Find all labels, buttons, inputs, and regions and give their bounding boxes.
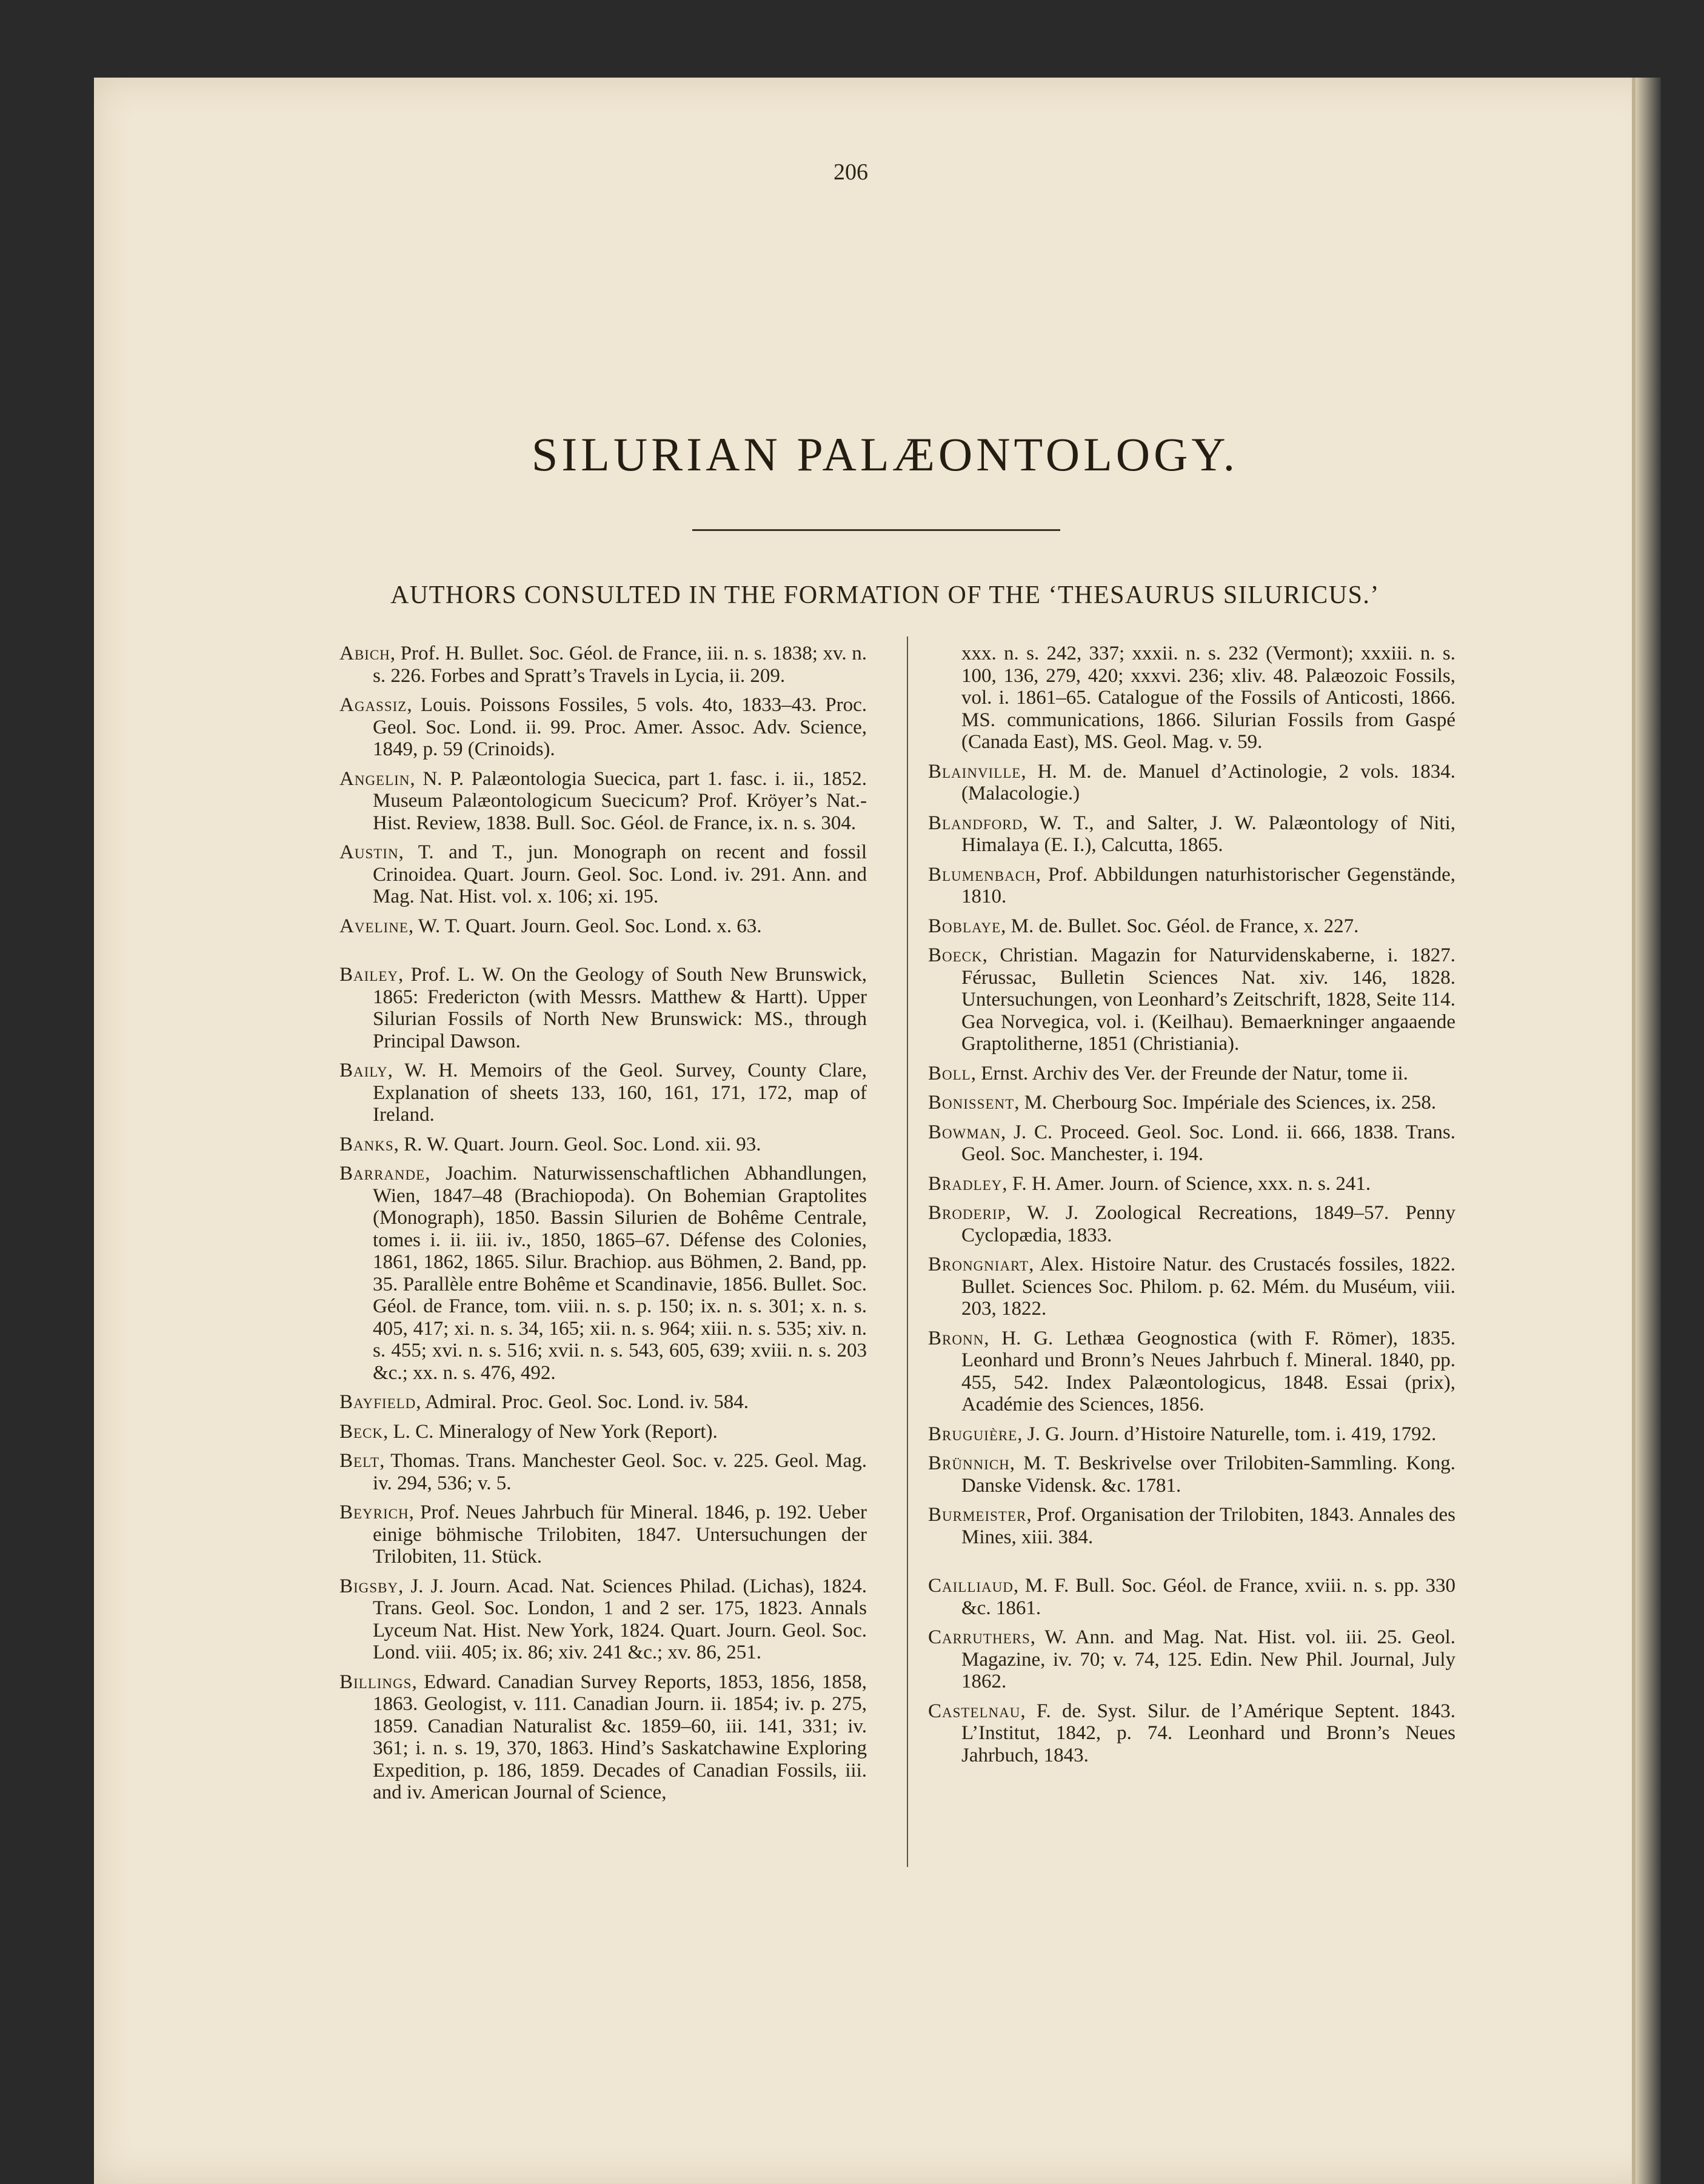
author-entry	[339, 1421, 867, 1443]
author-references: , W. T., and Salter, J. W. Palæontology of Niti, Himalaya (E. I.), Calcutta, 1865.	[961, 812, 1455, 856]
author-references: , M. de. Bullet. Soc. Géol. de France, x. 227.	[1001, 915, 1359, 937]
author-references: , Ernst. Archiv des Ver. der Freunde der Natur, tome ii.	[971, 1062, 1408, 1084]
author-references: , Alex. Histoire Natur. des Crustacés fossiles, 1822. Bullet. Sciences Soc. Philom. p. 62. Mém. du Muséum, viii. 203, 1822.	[961, 1254, 1455, 1320]
author-entry	[928, 1254, 1455, 1320]
author-references: , F. H. Amer. Journ. of Science, xxx. n. s. 241.	[1002, 1172, 1371, 1195]
author-entry	[928, 1092, 1455, 1114]
author-entry	[928, 1121, 1455, 1166]
author-name: Bigsby	[339, 1575, 399, 1597]
author-entry	[339, 915, 867, 938]
author-references: , Louis. Poissons Fossiles, 5 vols. 4to, 1833–43. Proc. Geol. Soc. Lond. ii. 99. Proc. Amer. Assoc. Adv. Science, 1849, p. 59 (Crinoids).	[373, 694, 867, 760]
author-references: , Christian. Magazin for Naturvidenskaberne, i. 1827. Férussac, Bulletin Sciences Nat. xiv. 146, 1828. Untersuchungen, von Leonhard’s Zeitschrift, 1828, Seite 114. Gea Norvegica, vol. i. (Keilhau). Bemaerkninger angaaende Graptolitherne, 1851 (Christiania).	[961, 944, 1455, 1055]
author-entry	[339, 1575, 867, 1664]
author-name: Brünnich	[928, 1452, 1010, 1474]
author-references: , Prof. Abbildungen naturhistorischer Gegenstände, 1810.	[961, 863, 1455, 907]
author-name: Blumenbach	[928, 863, 1036, 886]
author-name: Aveline	[339, 915, 409, 937]
title-rule	[692, 529, 1060, 531]
author-name: Agassiz	[339, 694, 407, 716]
author-entry	[339, 1671, 867, 1804]
author-references: , N. P. Palæontologia Suecica, part 1. fasc. i. ii., 1852. Museum Palæontologicum Suecicum? Prof. Kröyer’s Nat.-Hist. Review, 1838. Bull. Soc. Géol. de France, ix. n. s. 304.	[373, 767, 867, 834]
author-name: Abich	[339, 643, 390, 664]
author-entry	[339, 768, 867, 835]
author-name: Blandford	[928, 812, 1023, 834]
author-name: Barrande	[339, 1163, 426, 1184]
author-references: , W. T. Quart. Journ. Geol. Soc. Lond. x. 63.	[408, 915, 762, 937]
author-references: , Edward. Canadian Survey Reports, 1853, 1856, 1858, 1863. Geologist, v. 111. Canadian Journ. ii. 1854; iv. p. 275, 1859. Canadian Naturalist &c. 1859–60, iii. 141, 331; iv. 361; i. n. s. 19, 370, 1863. Hind’s Saskatchawine Exploring Expedition, p. 186, 1859. Decades of Canadian Fossils, iii. and iv. American Journal of Science,	[373, 1671, 867, 1803]
author-entry	[928, 1063, 1455, 1085]
author-entry	[339, 1391, 867, 1414]
author-name: Belt	[339, 1450, 380, 1472]
author-name: Banks	[339, 1133, 394, 1155]
author-name: Bailey	[339, 964, 398, 986]
author-name: Boblaye	[928, 915, 1001, 937]
author-references: , F. de. Syst. Silur. de l’Amérique Septent. 1843. L’Institut, 1842, p. 74. Leonhard und Bronn’s Neues Jahrbuch, 1843.	[961, 1700, 1455, 1766]
section-subtitle: AUTHORS CONSULTED IN THE FORMATION OF THE ‘THESAURUS SILURICUS.’	[390, 581, 1380, 609]
author-entry	[928, 1700, 1455, 1767]
author-entry	[339, 1501, 867, 1568]
author-name: Bruguière	[928, 1423, 1018, 1445]
author-name: Beck	[339, 1420, 384, 1443]
author-name: Angelin	[339, 767, 410, 790]
author-references: , W. J. Zoological Recreations, 1849–57. Penny Cyclopædia, 1833.	[961, 1202, 1455, 1246]
author-name: Castelnau	[928, 1700, 1021, 1722]
author-references: , Prof. H. Bullet. Soc. Géol. de France, iii. n. s. 1838; xv. n. s. 226. Forbes and Spratt’s Travels in Lycia, ii. 209.	[373, 643, 867, 687]
author-references: , M. T. Beskrivelse over Trilobiten-Sammling. Kong. Danske Vidensk. &c. 1781.	[961, 1452, 1455, 1497]
author-entry	[339, 1163, 867, 1384]
author-entry	[928, 761, 1455, 805]
author-references: , Prof. L. W. On the Geology of South New Brunswick, 1865: Fredericton (with Messrs. Matthew & Hartt). Upper Silurian Fossils of North New Brunswick: MS., through Principal Dawson.	[373, 964, 867, 1052]
author-references: , R. W. Quart. Journ. Geol. Soc. Lond. xii. 93.	[393, 1133, 761, 1155]
author-references: , H. G. Lethæa Geognostica (with F. Römer), 1835. Leonhard und Bronn’s Neues Jahrbuch f. Mineral. 1840, pp. 455, 542. Index Palæontologicus, 1848. Essai (prix), Académie des Sciences, 1856.	[961, 1327, 1455, 1415]
author-entry	[928, 864, 1455, 908]
author-entry	[928, 1327, 1455, 1416]
column-divider	[907, 636, 908, 1867]
page-number: 206	[834, 159, 868, 185]
author-entry	[928, 1423, 1455, 1446]
author-references: , J. C. Proceed. Geol. Soc. Lond. ii. 666, 1838. Trans. Geol. Soc. Manchester, i. 194.	[961, 1121, 1455, 1165]
left-column	[339, 643, 867, 1811]
author-name: Boeck	[928, 944, 983, 966]
author-entry	[339, 694, 867, 761]
author-entry	[928, 1575, 1455, 1619]
author-references: , M. Cherbourg Soc. Impériale des Sciences, ix. 258.	[1014, 1092, 1437, 1114]
author-name: Bowman	[928, 1121, 1001, 1143]
author-name: Bronn	[928, 1327, 984, 1349]
continued-entry: xxx. n. s. 242, 337; xxxii. n. s. 232 (Vermont); xxxiii. n. s. 100, 136, 279, 420; xxxvi. 236; xliv. 48. Palæozoic Fossils, vol. i. 1861–65. Catalogue of the Fossils of Anticosti, 1866. MS. communications, 1866. Silurian Fossils from Gaspé (Canada East), MS. Geol. Mag. v. 59.	[961, 643, 1455, 753]
author-entry	[339, 1060, 867, 1126]
author-name: Austin	[339, 841, 399, 863]
author-references: , Admiral. Proc. Geol. Soc. Lond. iv. 584.	[416, 1391, 749, 1413]
author-name: Beyrich	[339, 1501, 409, 1523]
author-references: , T. and T., jun. Monograph on recent and fossil Crinoidea. Quart. Journ. Geol. Soc. Lond. iv. 291. Ann. and Mag. Nat. Hist. vol. x. 106; xi. 195.	[373, 841, 867, 907]
author-name: Carruthers	[928, 1626, 1031, 1648]
author-references: , M. F. Bull. Soc. Géol. de France, xviii. n. s. pp. 330 &c. 1861.	[961, 1575, 1455, 1619]
author-entry	[928, 1202, 1455, 1246]
author-name: Baily	[339, 1060, 388, 1081]
author-entry	[928, 1626, 1455, 1693]
author-entry	[928, 944, 1455, 1055]
author-references: , L. C. Mineralogy of New York (Report).	[383, 1420, 718, 1443]
author-entry	[928, 1504, 1455, 1548]
author-name: Bradley	[928, 1172, 1003, 1195]
right-column	[928, 643, 1455, 1774]
author-references: , W. Ann. and Mag. Nat. Hist. vol. iii. 25. Geol. Magazine, iv. 70; v. 74, 125. Edin. New Phil. Journal, July 1862.	[961, 1626, 1455, 1692]
author-name: Billings	[339, 1671, 412, 1693]
author-references: , Joachim. Naturwissenschaftlichen Abhandlungen, Wien, 1847–48 (Brachiopoda). On Bohemian Graptolites (Monograph), 1850. Bassin Silurien de Bohême Centrale, tomes i. ii. iii. iv., 1850, 1865–67. Défense des Colonies, 1861, 1862, 1865. Silur. Brachiop. aus Böhmen, 2. Band, pp. 35. Parallèle entre Bohême et Scandinavie, 1856. Bullet. Soc. Géol. de France, tom. viii. n. s. p. 150; ix. n. s. 301; x. n. s. 405, 417; xi. n. s. 34, 165; xii. n. s. 964; xiii. n. s. 535; xiv. n. s. 455; xvi. n. s. 516; xvii. n. s. 543, 605, 639; xviii. n. s. 203 &c.; xx. n. s. 476, 492.	[373, 1163, 867, 1384]
author-name: Bayfield	[339, 1391, 416, 1413]
author-references: , H. M. de. Manuel d’Actinologie, 2 vols. 1834. (Malacologie.)	[961, 760, 1455, 804]
author-references: , Thomas. Trans. Manchester Geol. Soc. v. 225. Geol. Mag. iv. 294, 536; v. 5.	[373, 1450, 867, 1494]
book-spine	[1636, 78, 1661, 2184]
author-entry	[928, 915, 1455, 938]
author-references: , W. H. Memoirs of the Geol. Survey, County Clare, Explanation of sheets 133, 160, 161, 171, 172, map of Ireland.	[373, 1060, 867, 1126]
page-title: SILURIAN PALÆONTOLOGY.	[531, 428, 1239, 481]
author-name: Boll	[928, 1062, 971, 1084]
author-name: Blainville	[928, 760, 1021, 783]
author-name: Burmeister	[928, 1504, 1027, 1526]
author-references: , Prof. Organisation der Trilobiten, 1843. Annales des Mines, xiii. 384.	[961, 1504, 1455, 1548]
author-references: , J. G. Journ. d’Histoire Naturelle, tom. i. 419, 1792.	[1017, 1423, 1437, 1445]
author-references: , J. J. Journ. Acad. Nat. Sciences Philad. (Lichas), 1824. Trans. Geol. Soc. London, 1 and 2 ser. 175, 1823. Annals Lyceum Nat. Hist. New York, 1824. Quart. Journ. Geol. Soc. Lond. viii. 405; ix. 86; xiv. 241 &c.; xv. 86, 251.	[373, 1575, 867, 1663]
author-name: Bonissent	[928, 1092, 1015, 1114]
author-name: Broderip	[928, 1202, 1006, 1224]
author-entry	[928, 812, 1455, 857]
author-entry	[339, 964, 867, 1052]
author-entry	[339, 1450, 867, 1494]
author-references: , Prof. Neues Jahrbuch für Mineral. 1846, p. 192. Ueber einige böhmische Trilobiten, 1847. Untersuchungen der Trilobiten, 11. Stück.	[373, 1501, 867, 1568]
author-name: Cailliaud	[928, 1575, 1014, 1597]
author-entry	[928, 1173, 1455, 1195]
author-entry	[339, 841, 867, 908]
author-entry	[339, 1134, 867, 1156]
author-entry	[339, 643, 867, 687]
author-name: Brongniart	[928, 1254, 1029, 1275]
author-entry	[928, 1452, 1455, 1497]
